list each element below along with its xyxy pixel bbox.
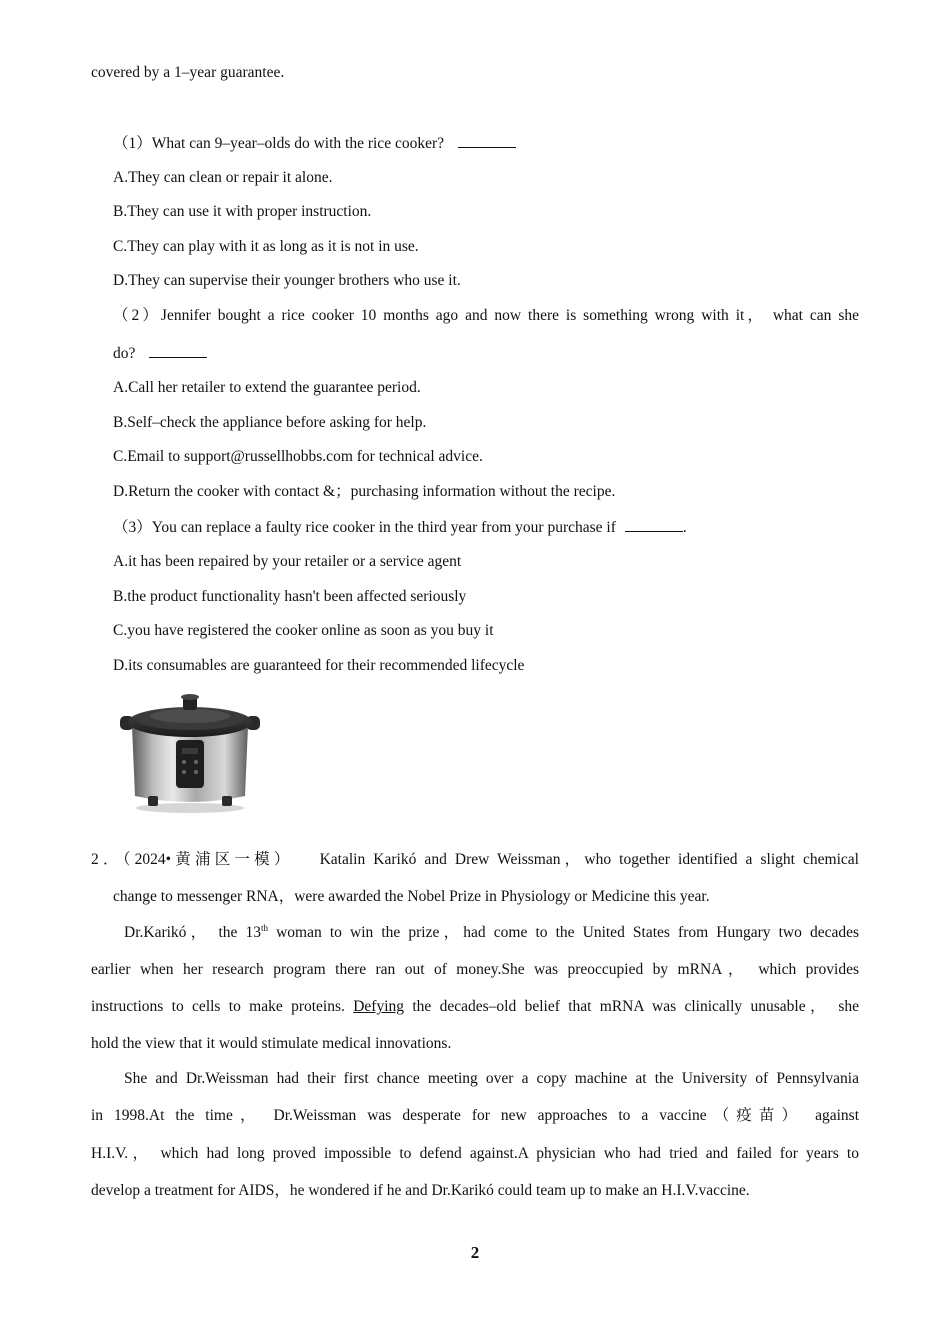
item-source: （2024•黄浦区一模）	[122, 851, 294, 868]
question-1-stem	[113, 133, 516, 154]
paragraph-2-line-2: in 1998.At the time， Dr.Weissman was desperate for new approaches to a vaccine（疫苗） against	[91, 1107, 859, 1124]
text-run: Dr.Karikó， the 13	[124, 924, 261, 941]
question-number: （2）	[113, 307, 161, 324]
text-run: woman to win the prize，had come to the United States from Hungary two decades	[268, 924, 859, 941]
paragraph-1-line-3	[91, 997, 859, 1017]
paragraph-2-line-4: develop a treatment for AIDS，he wondered if he and Dr.Karikó could team up to make an H.I.V.vaccine.	[91, 1182, 750, 1199]
option-b: B.They can use it with proper instruction.	[113, 203, 372, 220]
page-number: 2	[470, 1243, 480, 1262]
answer-blank[interactable]	[149, 343, 207, 358]
question-3-stem	[113, 517, 687, 538]
question-2-stem	[113, 306, 859, 326]
paragraph-1-line-1	[124, 923, 859, 943]
paragraph-1-line-2: earlier when her research program there ran out of money.She was preoccupied by mRNA， which provides	[91, 961, 859, 978]
item-intro: Katalin Karikó and Drew Weissman，who together identified a slight chemical	[319, 851, 859, 868]
paragraph-1-line-4: hold the view that it would stimulate medical innovations.	[91, 1035, 452, 1052]
option-d: D.Return the cooker with contact &；purchasing information without the recipe.	[113, 483, 616, 500]
option-d: D.They can supervise their younger brothers who use it.	[113, 272, 461, 289]
answer-blank[interactable]	[458, 133, 516, 148]
question-text: do?	[113, 345, 136, 362]
question-text: What can 9–year–olds do with the rice cooker?	[151, 135, 444, 152]
rice-cooker-image	[112, 686, 268, 814]
question-number: （3）	[113, 519, 152, 536]
question-number: （1）	[113, 135, 152, 152]
option-a: A.it has been repaired by your retailer or a service agent	[113, 553, 462, 570]
text-run: instructions to cells to make proteins.	[91, 998, 354, 1015]
paragraph-2-line-1: She and Dr.Weissman had their first chance meeting over a copy machine at the University of Pennsylvania	[124, 1070, 859, 1087]
item-number: 2．	[91, 851, 123, 868]
option-a: A.Call her retailer to extend the guarantee period.	[113, 379, 421, 396]
text-run: the decades–old belief that mRNA was clinically unusable， she	[404, 998, 859, 1015]
passage-tail: covered by a 1–year guarantee.	[91, 64, 285, 81]
item-2-intro-cont: change to messenger RNA，were awarded the Nobel Prize in Physiology or Medicine this year.	[113, 888, 710, 905]
item-2-header	[91, 850, 859, 870]
question-end-punct: .	[682, 519, 687, 536]
option-c: C.They can play with it as long as it is not in use.	[113, 238, 419, 255]
question-text: You can replace a faulty rice cooker in the third year from your purchase if	[151, 519, 616, 536]
option-b: B.Self–check the appliance before asking for help.	[113, 414, 427, 431]
option-c: C.Email to support@russellhobbs.com for technical advice.	[113, 448, 483, 465]
option-d: D.its consumables are guaranteed for their recommended lifecycle	[113, 657, 525, 674]
option-a: A.They can clean or repair it alone.	[113, 169, 333, 186]
question-text: Jennifer bought a rice cooker 10 months ago and now there is something wrong with it， what can she	[160, 307, 859, 324]
paragraph-2-line-3: H.I.V.， which had long proved impossible to defend against.A physician who had tried and failed for years to	[91, 1145, 859, 1162]
answer-blank[interactable]	[625, 517, 683, 532]
option-b: B.the product functionality hasn't been affected seriously	[113, 588, 467, 605]
question-2-stem-cont	[113, 343, 207, 364]
option-c: C.you have registered the cooker online as soon as you buy it	[113, 622, 494, 639]
superscript: th	[261, 923, 269, 933]
underlined-word: Defying	[353, 998, 405, 1015]
